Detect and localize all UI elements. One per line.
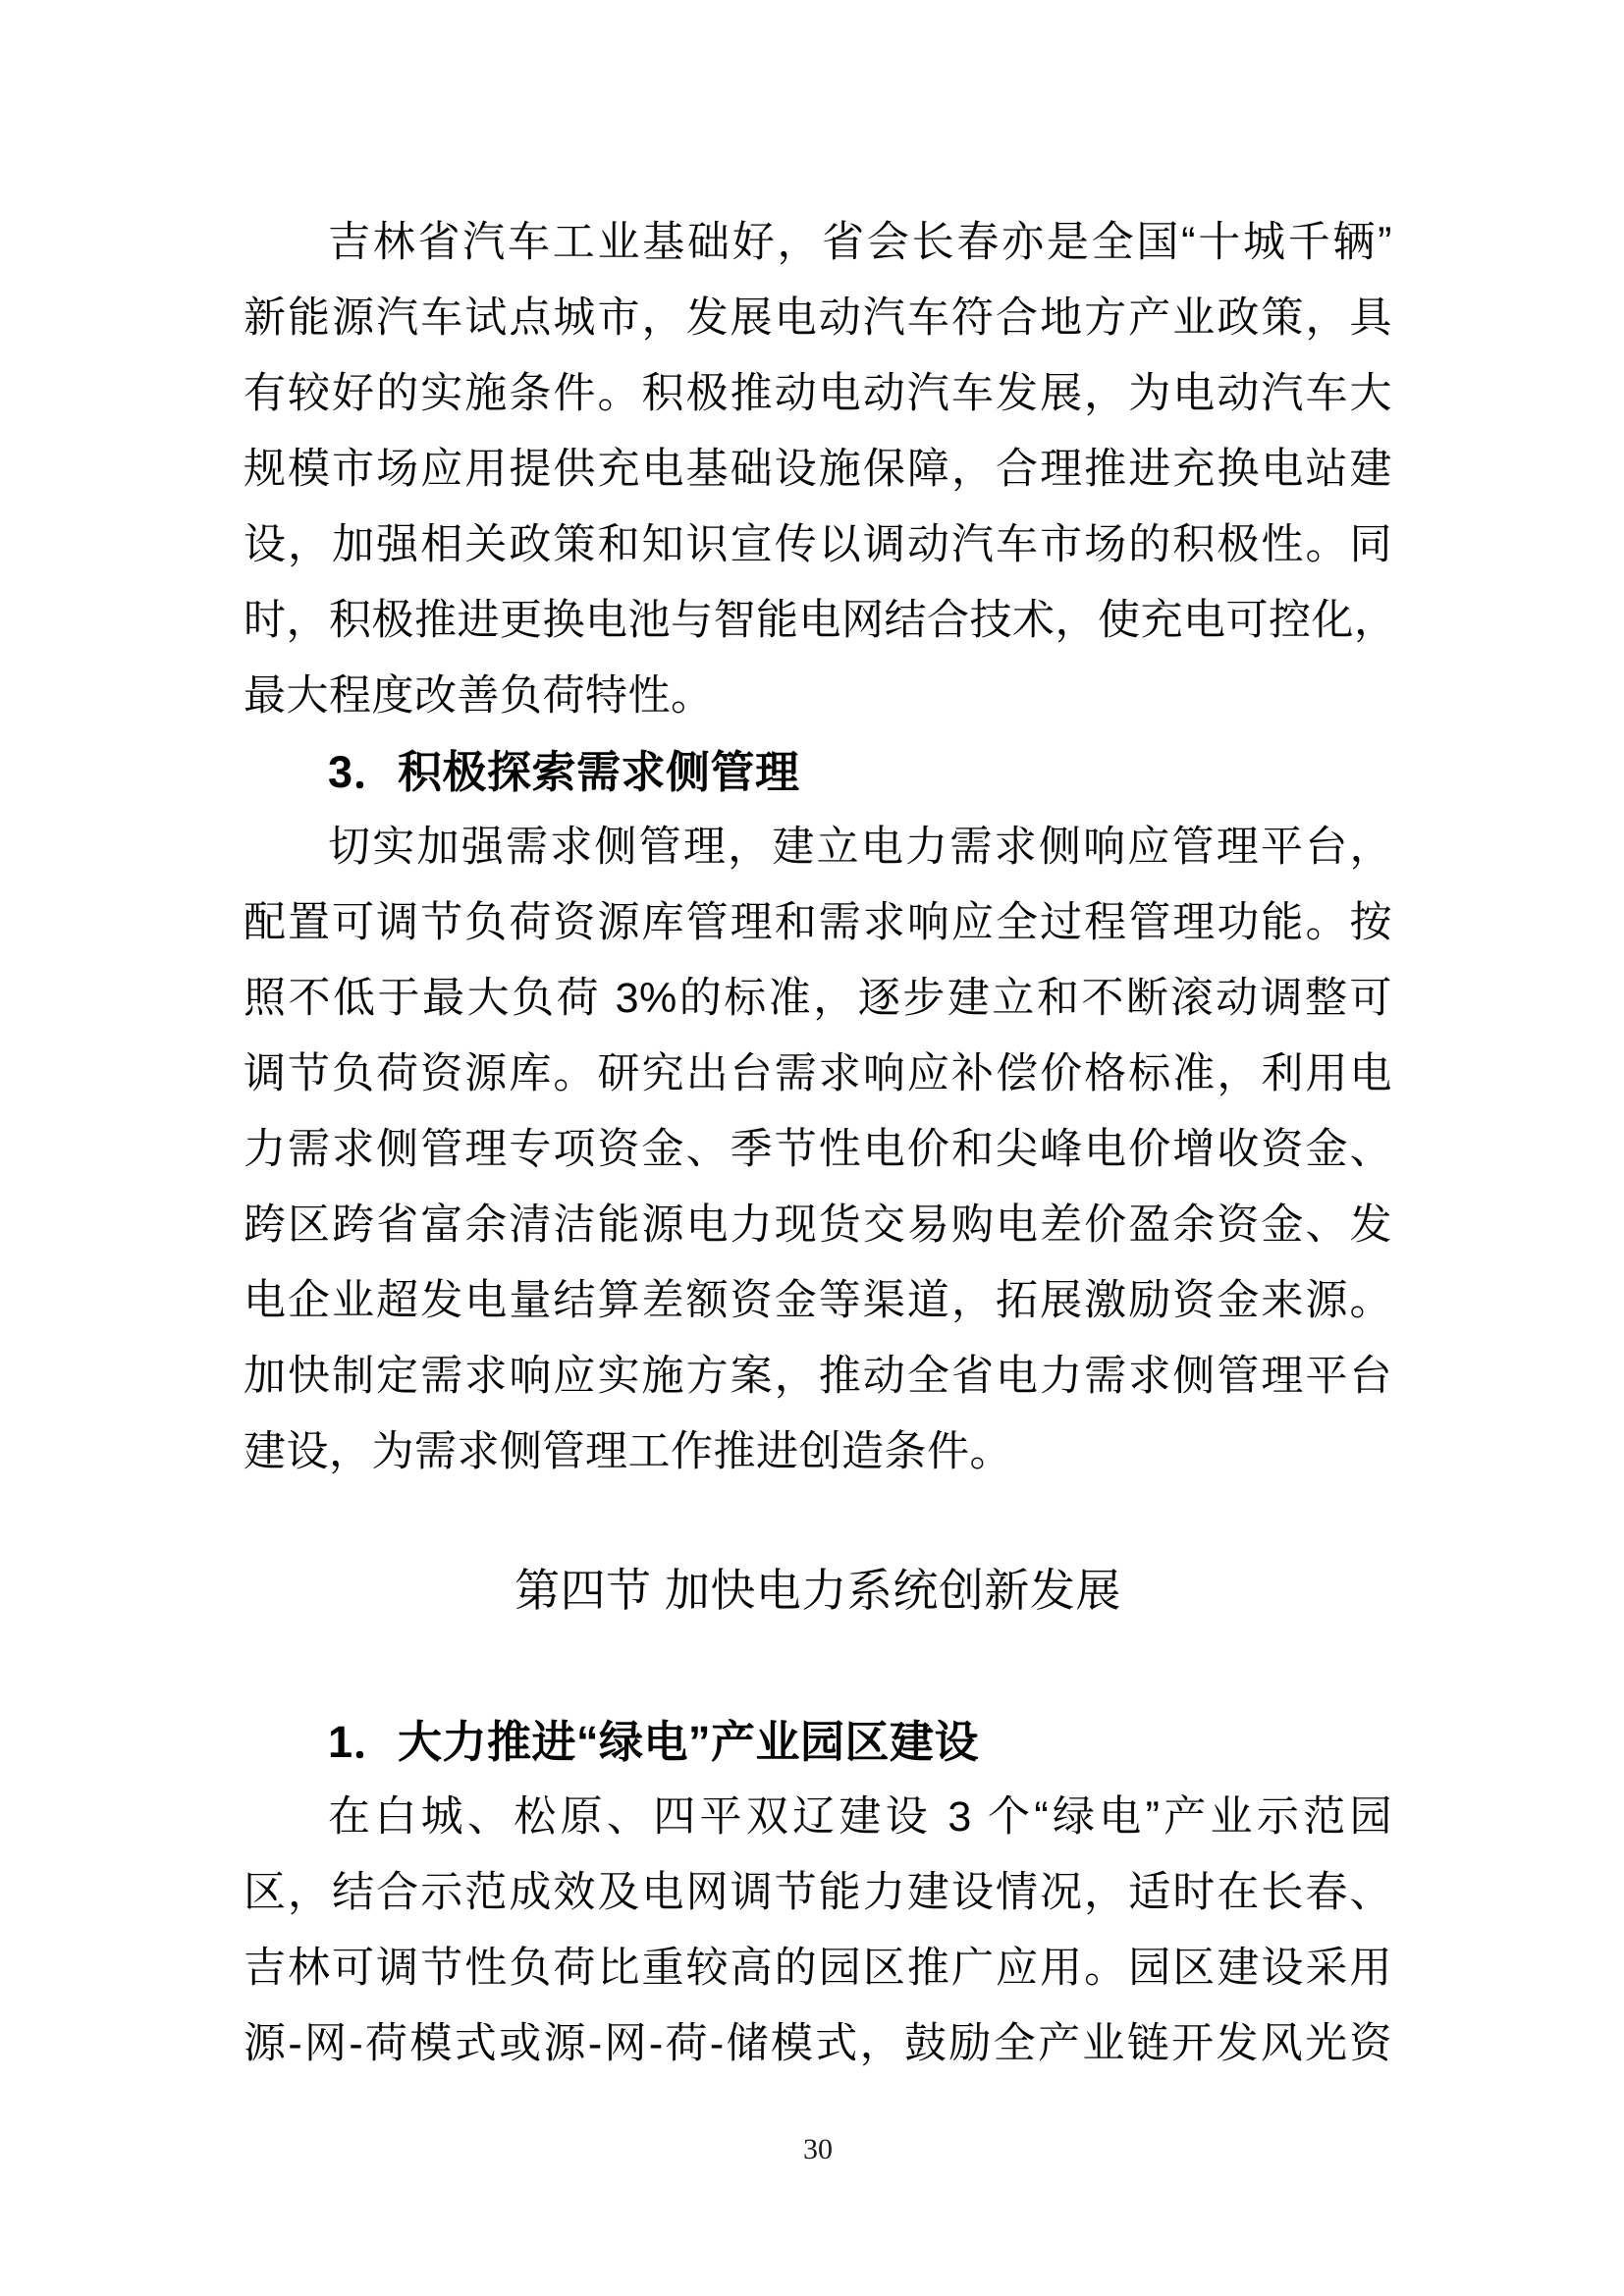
body-line: 最大程度改善负荷特性。 [244, 672, 714, 720]
numbered-heading: 1．大力推进“绿电”产业园区建设 [328, 1717, 980, 1767]
body-line: 跨区跨省富余清洁能源电力现货交易购电差价盈余资金、发 [244, 1201, 1392, 1249]
body-line: 在白城、松原、四平双辽建设 3 个“绿电”产业示范园 [328, 1793, 1392, 1841]
body-line: 有较好的实施条件。积极推动电动汽车发展，为电动汽车大 [244, 370, 1392, 417]
body-line: 调节负荷资源库。研究出台需求响应补偿价格标准，利用电 [244, 1050, 1392, 1097]
body-line: 电企业超发电量结算差额资金等渠道，拓展激励资金来源。 [244, 1277, 1392, 1324]
body-line: 力需求侧管理专项资金、季节性电价和尖峰电价增收资金、 [244, 1126, 1392, 1173]
body-line: 设，加强相关政策和知识宣传以调动汽车市场的积极性。同 [244, 521, 1392, 568]
body-line: 建设，为需求侧管理工作推进创造条件。 [244, 1428, 1012, 1475]
body-line: 切实加强需求侧管理，建立电力需求侧响应管理平台， [328, 824, 1392, 871]
body-line: 吉林省汽车工业基础好，省会长春亦是全国“十城千辆” [328, 219, 1392, 266]
body-line: 照不低于最大负荷 3%的标准，逐步建立和不断滚动调整可 [244, 975, 1392, 1022]
section-heading: 第四节 加快电力系统创新发展 [514, 1565, 1121, 1616]
page-number: 30 [803, 2133, 833, 2165]
numbered-heading: 3．积极探索需求侧管理 [328, 747, 800, 797]
body-line: 配置可调节负荷资源库管理和需求响应全过程管理功能。按 [244, 899, 1392, 946]
body-line: 源-网-荷模式或源-网-荷-储模式，鼓励全产业链开发风光资 [244, 2020, 1392, 2067]
body-line: 规模市场应用提供充电基础设施保障，合理推进充换电站建 [244, 446, 1392, 493]
body-line: 时，积极推进更换电池与智能电网结合技术，使充电可控化， [244, 597, 1397, 644]
body-line: 新能源汽车试点城市，发展电动汽车符合地方产业政策，具 [244, 294, 1392, 342]
body-line: 区，结合示范成效及电网调节能力建设情况，适时在长春、 [244, 1869, 1392, 1916]
body-line: 加快制定需求响应实施方案，推动全省电力需求侧管理平台 [244, 1353, 1392, 1400]
body-line: 吉林可调节性负荷比重较高的园区推广应用。园区建设采用 [244, 1945, 1392, 1992]
